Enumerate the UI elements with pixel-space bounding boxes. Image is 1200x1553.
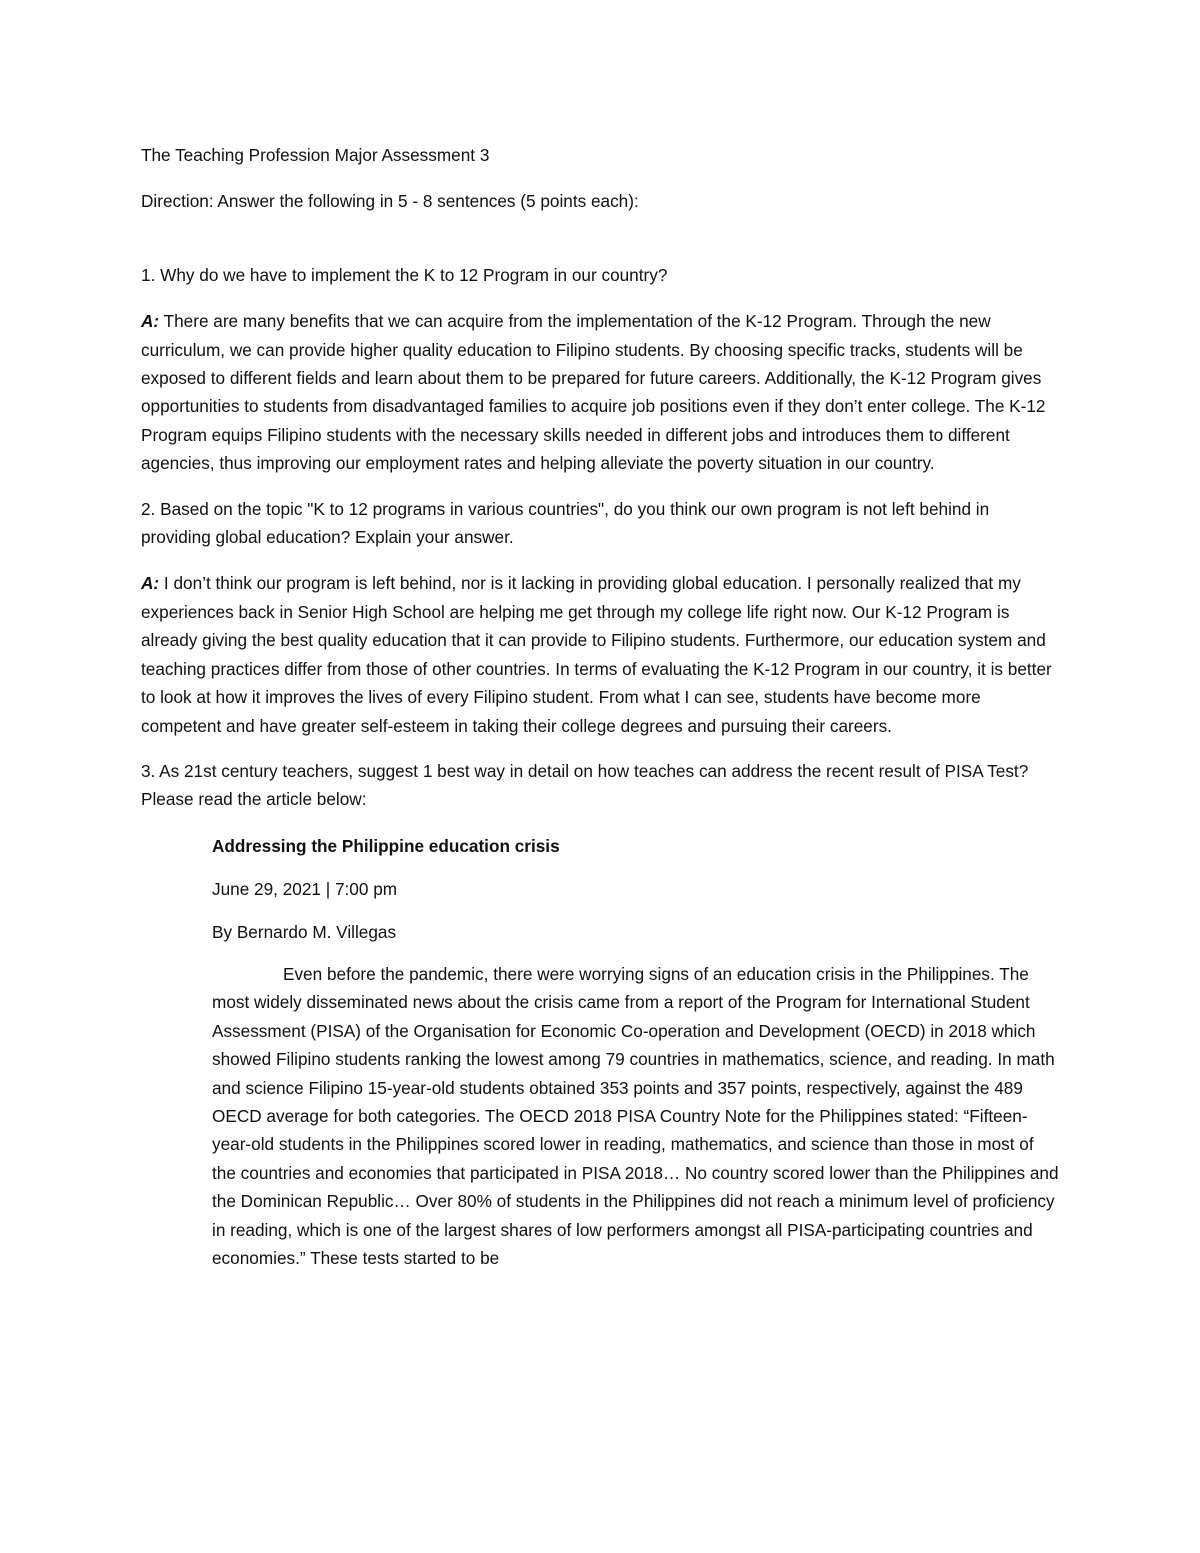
- answer-2-text: I don’t think our program is left behind, nor is it lacking in providing global education. I personally realized that my experiences back in Senior High School are helping me get through my college life right now. Our K-12 Program is already giving the best quality education that it can provide to Filipino students. Furthermore, our education system and teaching practices differ from those of other countries. In terms of evaluating the K-12 Program in our country, it is better to look at how it improves the lives of every Filipino student. From what I can see, students have become more competent and have greater self-esteem in taking their college degrees and pursuing their careers.: [141, 573, 1052, 736]
- article-date: June 29, 2021 | 7:00 pm: [212, 879, 398, 900]
- answer-label: A:: [141, 311, 160, 332]
- article: [212, 832, 1061, 1273]
- question-3: 3. As 21st century teachers, suggest 1 best way in detail on how teaches can address the recent result of PISA Test? Please read the article below:: [141, 760, 1029, 810]
- answer-2: [141, 569, 1061, 739]
- answer-1-text: There are many benefits that we can acquire from the implementation of the K-12 Program. Through the new curriculum, we can provide higher quality education to Filipino students. By choosing specific tracks, students will be exposed to different fields and learn about them to be prepared for future careers. Additionally, the K-12 Program gives opportunities to students from disadvantaged families to acquire job positions even if they don’t enter college. The K-12 Program equips Filipino students with the necessary skills needed in different jobs and introduces them to different agencies, thus improving our employment rates and helping alleviate the poverty situation in our country.: [141, 311, 1046, 474]
- article-body: Even before the pandemic, there were worrying signs of an education crisis in the Philippines. The most widely disseminated news about the crisis came from a report of the Program for International Student Assessment (PISA) of the Organisation for Economic Co-operation and Development (OECD) in 2018 which showed Filipino students ranking the lowest among 79 countries in mathematics, science, and reading. In math and science Filipino 15-year-old students obtained 353 points and 357 points, respectively, against the 489 OECD average for both categories. The OECD 2018 PISA Country Note for the Philippines stated: “Fifteen-year-old students in the Philippines scored lower in reading, mathematics, and science than those in most of the countries and economies that participated in PISA 2018… No country scored lower than the Philippines and the Dominican Republic… Over 80% of students in the Philippines did not reach a minimum level of proficiency in reading, which is one of the largest shares of low performers amongst all PISA-participating countries and economies.” These tests started to be: [212, 963, 1059, 1268]
- article-title: Addressing the Philippine education crisis: [212, 835, 560, 856]
- document-content: [141, 141, 1061, 1272]
- document-title: The Teaching Profession Major Assessment 3: [141, 145, 490, 165]
- answer-1: [141, 307, 1061, 477]
- direction-text: Direction: Answer the following in 5 - 8 sentences (5 points each):: [141, 191, 639, 212]
- article-author: By Bernardo M. Villegas: [212, 921, 397, 942]
- question-2: 2. Based on the topic "K to 12 programs in various countries", do you think our own program is not left behind in providing global education? Explain your answer.: [141, 498, 990, 548]
- question-1: 1. Why do we have to implement the K to 12 Program in our country?: [141, 264, 668, 285]
- answer-label: A:: [141, 573, 160, 594]
